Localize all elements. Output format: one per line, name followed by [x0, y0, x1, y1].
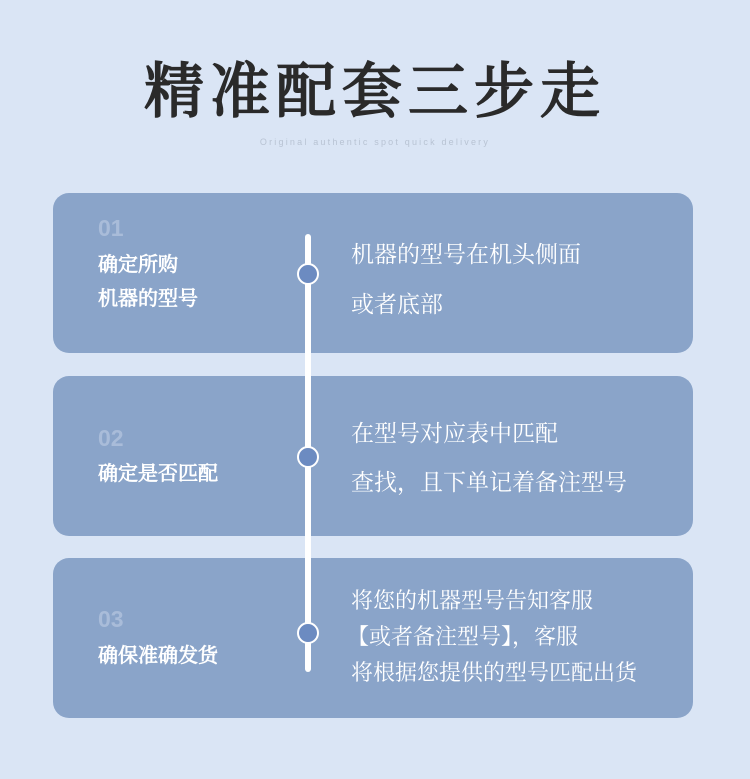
- timeline-dot-1: [297, 263, 319, 285]
- step-label-line: 确定是否匹配: [98, 461, 218, 485]
- step-label-line: 确保准确发货: [98, 643, 218, 667]
- step-description-line: 【或者备注型号】，客服: [347, 625, 579, 650]
- step-card-1: [53, 193, 693, 353]
- step-label-line: 机器的型号: [98, 286, 198, 310]
- step-description-line: 将根据您提供的型号匹配出货: [351, 661, 638, 686]
- step-description-line: 或者底部: [351, 292, 443, 318]
- page-title: 精准配套三步走: [144, 57, 606, 127]
- step-number: 03: [98, 606, 124, 632]
- step-description: [351, 410, 627, 508]
- step-number: 01: [98, 215, 124, 241]
- step-description-line: 查找，且下单记着备注型号: [351, 470, 627, 496]
- step-description-line: 在型号对应表中匹配: [351, 421, 558, 447]
- step-description-line: 机器的型号在机头侧面: [351, 242, 581, 268]
- step-card-3: [53, 558, 693, 718]
- page-subtitle: Original authentic spot quick delivery: [259, 137, 491, 147]
- step-label-line: 确定所购: [98, 252, 178, 276]
- timeline-dot-3: [297, 622, 319, 644]
- step-number: 02: [98, 425, 124, 451]
- step-description: [351, 230, 581, 330]
- step-card-2: [53, 376, 693, 536]
- step-description-line: 将您的机器型号告知客服: [351, 589, 594, 614]
- step-description: [347, 584, 638, 692]
- timeline-dot-2: [297, 446, 319, 468]
